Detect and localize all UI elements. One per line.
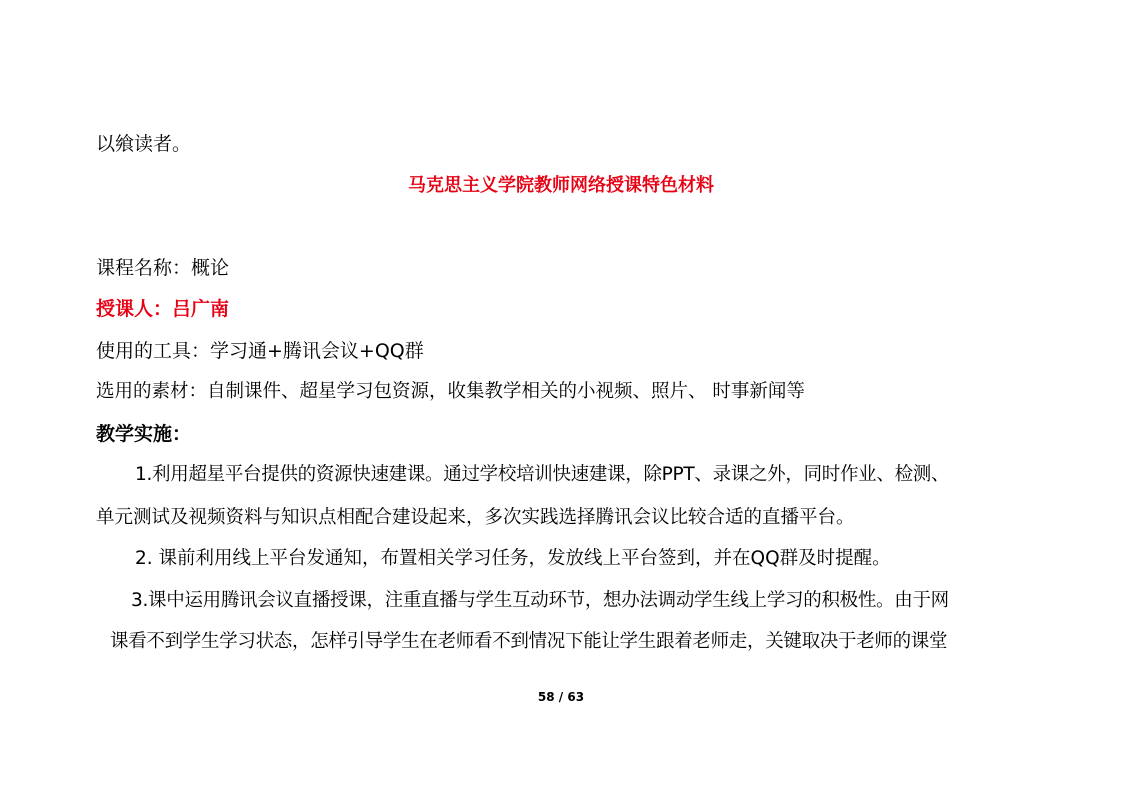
page-number: 58 / 63 xyxy=(537,690,585,704)
course-name: 课程名称：概论 xyxy=(96,257,230,279)
implementation-item-1: 1.利用超星平台提供的资源快速建课。通过学校培训快速建课，除PPT、录课之外，同时作业、检测、 xyxy=(135,464,950,485)
implementation-item-3: 3.课中运用腾讯会议直播授课，注重直播与学生互动环节，想办法调动学生线上学习的积极性。由于网 xyxy=(131,590,949,611)
implementation-item-2: 2. 课前利用线上平台发通知，布置相关学习任务，发放线上平台签到，并在QQ群及时提醒。 xyxy=(135,548,891,569)
continuation-text: 以飨读者。 xyxy=(96,133,192,155)
materials-used: 选用的素材：自制课件、超星学习包资源，收集教学相关的小视频、照片、 时事新闻等 xyxy=(96,381,805,402)
implementation-heading: 教学实施： xyxy=(96,423,192,445)
tools-used: 使用的工具：学习通+腾讯会议+QQ群 xyxy=(96,340,424,362)
instructor: 授课人：吕广南 xyxy=(96,298,230,320)
implementation-item-1-cont: 单元测试及视频资料与知识点相配合建设起来，多次实践选择腾讯会议比较合适的直播平台。 xyxy=(96,507,855,528)
document-title: 马克思主义学院教师网络授课特色材料 xyxy=(408,175,714,196)
implementation-item-3-cont: 课看不到学生学习状态，怎样引导学生在老师看不到情况下能让学生跟着老师走，关键取决于老师的课堂 xyxy=(110,631,948,652)
